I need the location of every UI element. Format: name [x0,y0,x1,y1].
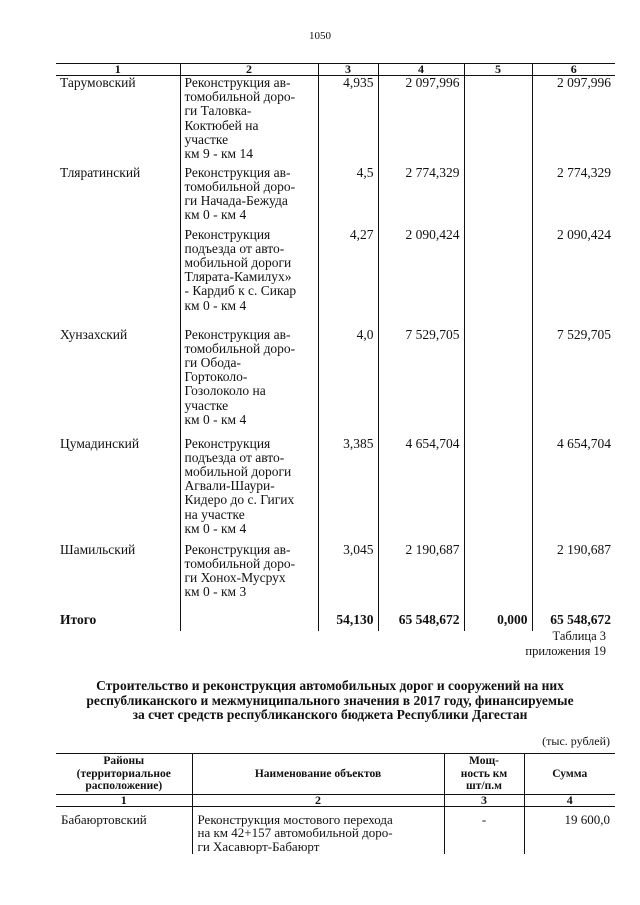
total-amount: 65 548,672 [532,604,615,631]
column-number: 1 [56,794,192,806]
object-cell: Реконструкция ав- томобильной доро- ги Хонох-Мусрух км 0 - км 3 [180,543,318,604]
table-row [56,543,615,604]
table-row [56,166,615,228]
amount-cell: 2 090,424 [378,228,464,328]
amount-cell [464,166,532,228]
title-line: республиканского и межмуниципального значения в 2017 году, финансируемые [86,692,574,708]
total-amount: 65 548,672 [378,604,464,631]
total-label: Итого [60,612,97,628]
length-cell: 4,27 [318,228,378,328]
table-row [56,228,615,328]
table-row [56,328,615,437]
length-cell: 3,045 [318,543,378,604]
amount-cell [464,76,532,166]
column-number-row [56,794,615,806]
object-cell [180,604,318,631]
amount-cell [464,437,532,543]
caption-line: приложения 19 [525,644,606,658]
amount-cell: 4 654,704 [378,437,464,543]
title-line: за счет средств республиканского бюджета Республики Дагестан [132,707,528,722]
column-number: 4 [378,64,464,76]
object-cell: Реконструкция подъезда от авто- мобильной дороги Агвали-Шаури- Кидеро до с. Гигих на участке км 0 - км 4 [180,437,318,543]
amount-cell: 2 097,996 [532,76,615,166]
total-row [56,604,615,631]
district-cell: Шамильский [60,541,136,557]
length-cell: 4,0 [318,328,378,437]
amount-cell: 2 097,996 [378,76,464,166]
length-cell: 4,935 [318,76,378,166]
header-cell: Наименование объектов [192,754,444,795]
column-number: 5 [464,64,532,76]
table-row [56,437,615,543]
table-row [56,806,615,854]
caption-line: Таблица 3 [552,629,606,643]
object-cell: Реконструкция ав- томобильной доро- ги Начада-Бежуда км 0 - км 4 [180,166,318,228]
units-label: (тыс. рублей) [542,734,610,748]
page-number: 1050 [309,30,331,42]
header-cell: Мощ- ность км шт/п.м [444,754,524,795]
table-caption [525,629,606,659]
district-cell: Тляратинский [60,164,141,180]
amount-cell: 2 190,687 [532,543,615,604]
column-number: 1 [56,64,180,76]
header-cell: Сумма [524,754,615,795]
amount-cell: 2 774,329 [532,166,615,228]
capacity-cell: - [444,806,524,854]
road-reconstruction-table [56,63,615,631]
column-number: 2 [180,64,318,76]
length-cell: 3,385 [318,437,378,543]
object-cell: Реконструкция ав- томобильной доро- ги Таловка- Коктюбей на участке км 9 - км 14 [180,76,318,166]
column-number: 4 [524,794,615,806]
amount-cell [464,328,532,437]
amount-cell [464,228,532,328]
district-cell [56,228,180,328]
district-cell: Тарумовский [60,75,136,90]
object-cell: Реконструкция подъезда от авто- мобильной дороги Тлярата-Камилух» - Кардиб к с. Сикар км 0 - км 4 [180,228,318,328]
district-cell: Хунзахский [60,326,128,342]
amount-cell: 7 529,705 [378,328,464,437]
amount-cell [464,543,532,604]
amount-cell: 2 090,424 [532,228,615,328]
bridge-construction-table [56,753,615,854]
section-title [40,679,620,723]
title-line: Строительство и реконструкция автомобильных дорог и сооружений на них [96,678,564,693]
column-number: 3 [444,794,524,806]
column-number: 6 [532,64,615,76]
district-cell: Цумадинский [60,435,140,451]
amount-cell: 4 654,704 [532,437,615,543]
total-amount: 0,000 [464,604,532,631]
object-cell: Реконструкция ав- томобильной доро- ги Обода- Гортоколо- Гозолоколо на участке км 0 - км 4 [180,328,318,437]
amount-cell: 7 529,705 [532,328,615,437]
object-cell: Реконструкция мостового перехода на км 42+157 автомобильной доро- ги Хасавюрт-Бабаюрт [192,806,444,854]
header-row [56,754,615,795]
column-number: 3 [318,64,378,76]
header-cell: Районы (территориальное расположение) [56,754,192,795]
total-length: 54,130 [318,604,378,631]
column-number: 2 [192,794,444,806]
table-row [56,76,615,166]
amount-cell: 2 190,687 [378,543,464,604]
length-cell: 4,5 [318,166,378,228]
district-cell: Бабаюртовский [61,811,147,827]
column-number-row [56,64,615,76]
sum-cell: 19 600,0 [524,806,615,854]
amount-cell: 2 774,329 [378,166,464,228]
